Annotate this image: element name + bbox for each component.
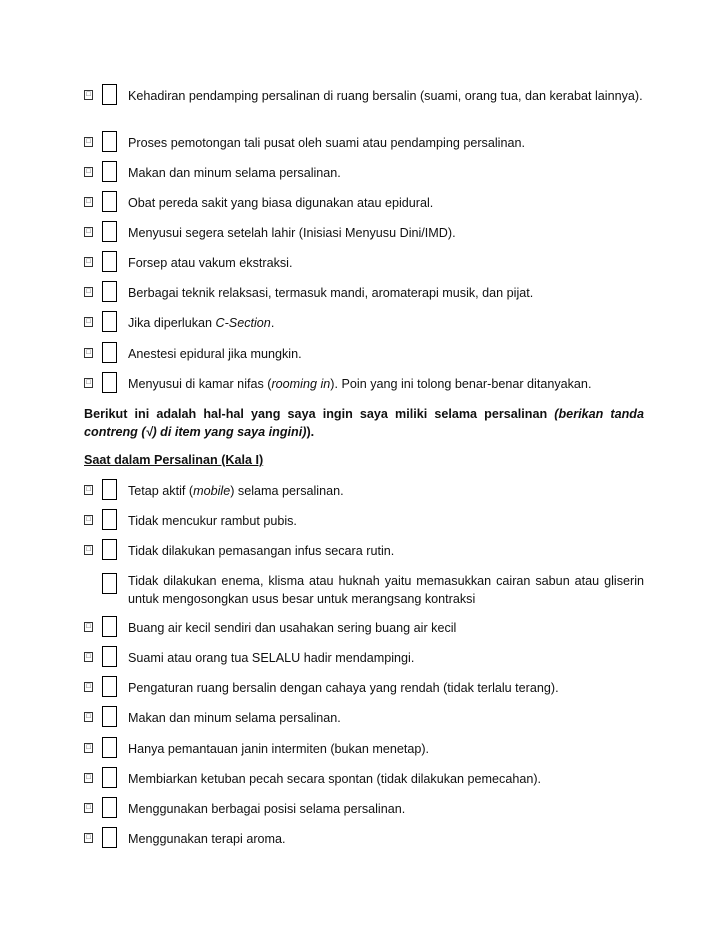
checkbox[interactable] — [102, 84, 117, 105]
missing-glyph-icon: □ — [84, 197, 93, 207]
missing-glyph-icon: □ — [84, 167, 93, 177]
checkbox[interactable] — [102, 342, 117, 363]
missing-glyph-icon: □ — [84, 90, 93, 100]
checkbox[interactable] — [102, 827, 117, 848]
checkbox[interactable] — [102, 131, 117, 152]
missing-glyph-icon: □ — [84, 773, 93, 783]
item-text: Tetap aktif (mobile) selama persalinan. — [128, 484, 344, 498]
missing-glyph-icon: □ — [84, 378, 93, 388]
missing-glyph-icon: □ — [84, 317, 93, 327]
item-text: Proses pemotongan tali pusat oleh suami atau pendamping persalinan. — [128, 136, 525, 150]
item-text: Menggunakan berbagai posisi selama persalinan. — [128, 802, 406, 816]
checkbox[interactable] — [102, 191, 117, 212]
item-text: Hanya pemantauan janin intermiten (bukan menetap). — [128, 742, 430, 756]
missing-glyph-icon: □ — [84, 485, 93, 495]
item-text: Jika diperlukan C-Section. — [128, 316, 275, 330]
item-text: Menyusui di kamar nifas (rooming in). Poin yang ini tolong benar-benar ditanyakan. — [128, 377, 592, 391]
missing-glyph-icon: □ — [84, 227, 93, 237]
checkbox[interactable] — [102, 509, 117, 530]
instruction-heading: Berikut ini adalah hal-hal yang saya ingin saya miliki selama persalinan (berikan tanda contreng (√) di item yang saya ingini)). — [84, 407, 644, 439]
missing-glyph-icon: □ — [84, 137, 93, 147]
checkbox[interactable] — [102, 797, 117, 818]
item-text: Obat pereda sakit yang biasa digunakan atau epidural. — [128, 196, 434, 210]
item-text: Menyusui segera setelah lahir (Inisiasi Menyusu Dini/IMD). — [128, 226, 456, 240]
item-text: Membiarkan ketuban pecah secara spontan (tidak dilakukan pemecahan). — [128, 772, 542, 786]
missing-glyph-icon: □ — [84, 257, 93, 267]
item-text: Makan dan minum selama persalinan. — [128, 166, 341, 180]
item-text: Berbagai teknik relaksasi, termasuk mandi, aromaterapi musik, dan pijat. — [128, 286, 534, 300]
missing-glyph-icon: □ — [84, 622, 93, 632]
item-text: Makan dan minum selama persalinan. — [128, 711, 341, 725]
missing-glyph-icon: □ — [84, 348, 93, 358]
item-text: Anestesi epidural jika mungkin. — [128, 347, 302, 361]
section-title: Saat dalam Persalinan (Kala I) — [84, 453, 264, 467]
checkbox[interactable] — [102, 767, 117, 788]
item-text: Buang air kecil sendiri dan usahakan sering buang air kecil — [128, 621, 457, 635]
checkbox[interactable] — [102, 221, 117, 242]
item-text: Tidak mencukur rambut pubis. — [128, 514, 297, 528]
checkbox[interactable] — [102, 706, 117, 727]
missing-glyph-icon: □ — [84, 545, 93, 555]
missing-glyph-icon: □ — [84, 712, 93, 722]
item-text: Menggunakan terapi aroma. — [128, 832, 286, 846]
item-text: Kehadiran pendamping persalinan di ruang bersalin (suami, orang tua, dan kerabat lainnya). — [128, 89, 643, 103]
checkbox[interactable] — [102, 161, 117, 182]
missing-glyph-icon: □ — [84, 287, 93, 297]
checkbox[interactable] — [102, 251, 117, 272]
missing-glyph-icon: □ — [84, 803, 93, 813]
checkbox[interactable] — [102, 479, 117, 500]
item-text: Suami atau orang tua SELALU hadir mendampingi. — [128, 651, 415, 665]
item-text: Tidak dilakukan pemasangan infus secara rutin. — [128, 544, 395, 558]
checkbox[interactable] — [102, 372, 117, 393]
checkbox[interactable] — [102, 539, 117, 560]
missing-glyph-icon: □ — [84, 515, 93, 525]
checkbox[interactable] — [102, 573, 117, 594]
checkbox[interactable] — [102, 616, 117, 637]
item-text: Forsep atau vakum ekstraksi. — [128, 256, 293, 270]
item-text: Tidak dilakukan enema, klisma atau huknah yaitu memasukkan cairan sabun atau gliserin untuk mengosongkan usus besar untuk merangsang kontraksi — [128, 574, 644, 606]
checkbox[interactable] — [102, 737, 117, 758]
checkbox[interactable] — [102, 676, 117, 697]
checkbox[interactable] — [102, 646, 117, 667]
missing-glyph-icon: □ — [84, 652, 93, 662]
checkbox[interactable] — [102, 281, 117, 302]
missing-glyph-icon: □ — [84, 682, 93, 692]
item-text: Pengaturan ruang bersalin dengan cahaya yang rendah (tidak terlalu terang). — [128, 681, 559, 695]
missing-glyph-icon: □ — [84, 833, 93, 843]
checkbox[interactable] — [102, 311, 117, 332]
missing-glyph-icon: □ — [84, 743, 93, 753]
